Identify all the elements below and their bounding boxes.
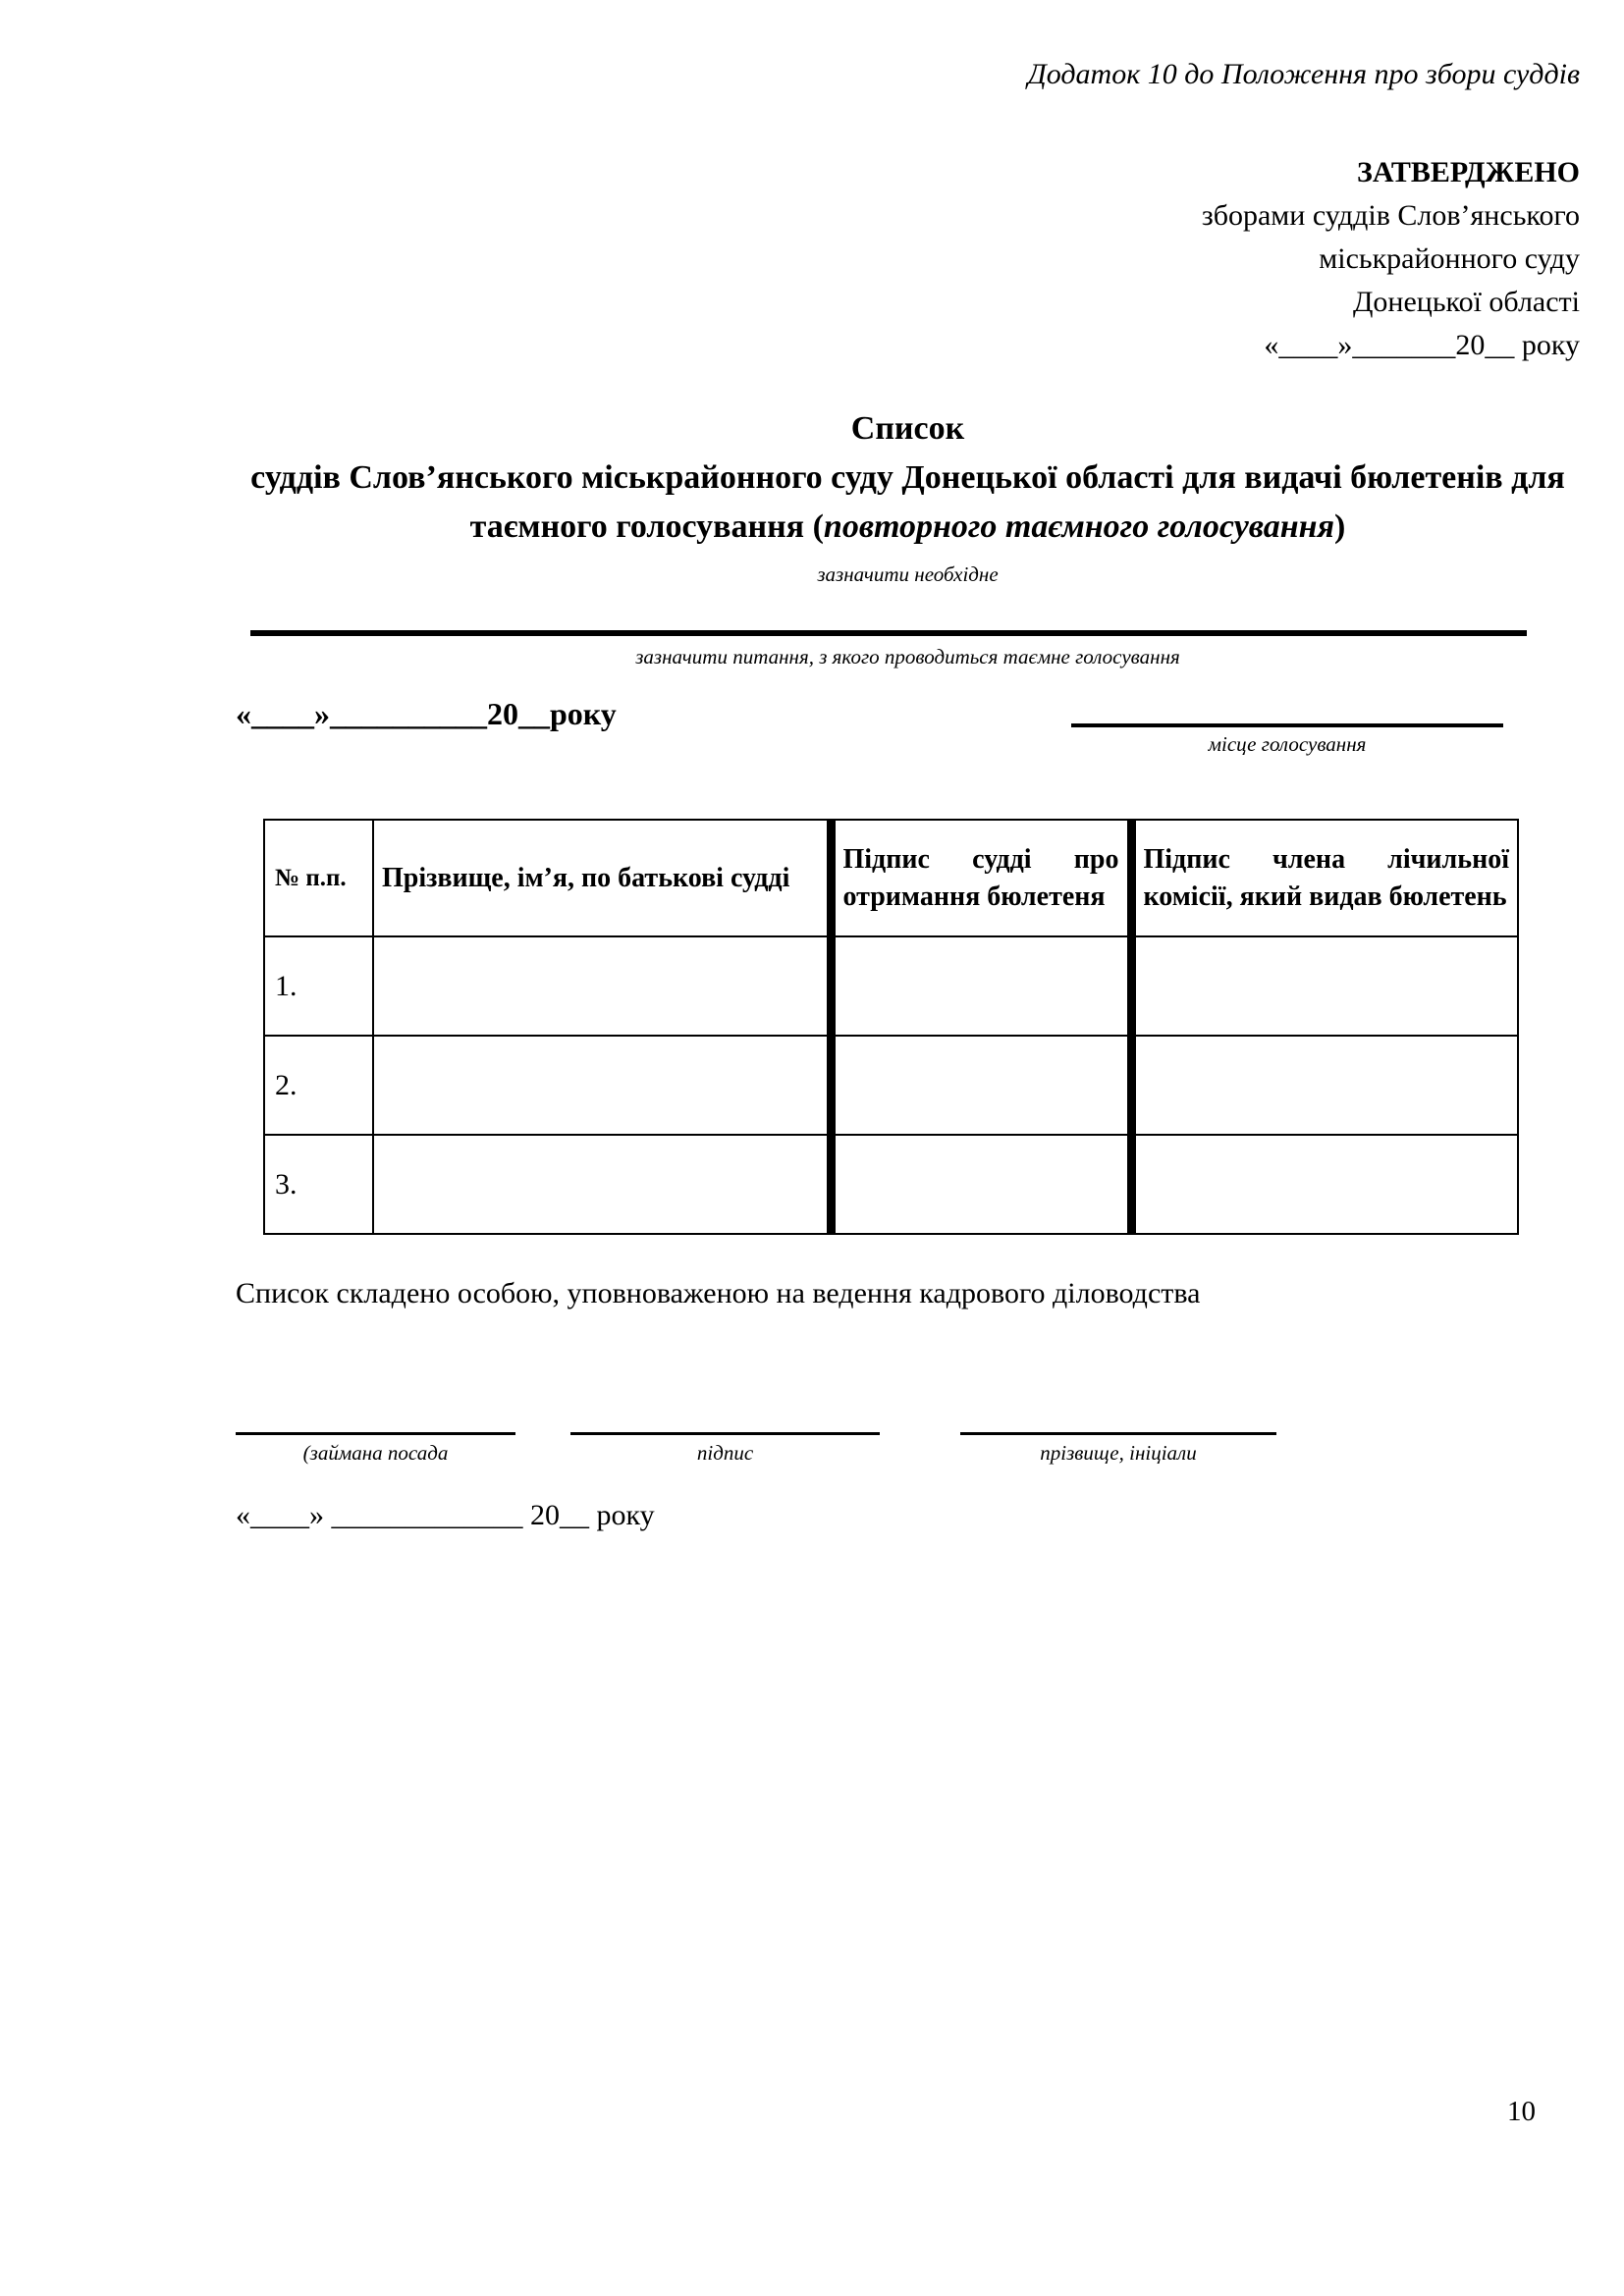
member-signature-cell [1131,1036,1518,1135]
signature-row [236,1424,1580,1466]
approved-title: ЗАТВЕРДЖЕНО [1357,156,1580,188]
document-date-blank: «____» _____________ 20__ року [236,1499,655,1531]
signature-position-blank-line [236,1424,515,1435]
approved-line-2: міськрайонного суду [1319,242,1580,275]
judge-name-cell [373,936,831,1036]
signature-sign-block [570,1424,880,1466]
question-blank-line [250,630,1527,636]
signature-sign-blank-line [570,1424,880,1435]
caption-mark-necessary: зазначити необхідне [817,562,999,586]
header-judge-signature: Підпис судді про отримання бюлетеня [831,820,1131,936]
judge-signature-cell [831,1036,1131,1135]
approved-line-1: зборами суддів Слов’янського [1201,199,1580,232]
voting-place-blank-line [1071,694,1503,727]
table-header-row [264,820,1518,936]
header-number: № п.п. [264,820,373,936]
signature-position-block [236,1424,515,1466]
signature-name-block [960,1424,1276,1466]
member-signature-cell [1131,1135,1518,1234]
date-row [236,694,1580,757]
table-row [264,936,1518,1036]
approved-date-line: «____»_______20__ року [1264,329,1580,361]
judge-signature-cell [831,1135,1131,1234]
voting-place-block [1071,694,1503,757]
signature-name-label: прізвище, ініціали [1040,1441,1197,1465]
judge-name-cell [373,1135,831,1234]
made-by-statement: Список складено особою, уповноваженою на ведення кадрового діловодства [236,1277,1201,1309]
appendix-note: Додаток 10 до Положення про збори суддів [1027,58,1580,90]
table-row [264,1036,1518,1135]
row-number: 1. [264,936,373,1036]
title-body-regular: суддів Слов’янського міськрайонного суду Донецької області для видачі бюлетенів для таємного голосування ( [250,459,1565,545]
row-number: 2. [264,1036,373,1135]
document-title [236,404,1580,552]
document-title-heading: Список [850,410,965,447]
document-title-body [236,454,1580,552]
signature-position-label: (займана посада [302,1441,449,1465]
header-judge-name: Прізвище, ім’я, по батькові судді [373,820,831,936]
approved-line-3: Донецької області [1352,286,1580,318]
title-body-close: ) [1334,508,1346,545]
judge-name-cell [373,1036,831,1135]
member-signature-cell [1131,936,1518,1036]
title-body-italic: повторного таємного голосування [823,508,1335,545]
approved-block [236,151,1580,367]
judge-signature-cell [831,936,1131,1036]
table-row [264,1135,1518,1234]
signature-name-blank-line [960,1424,1276,1435]
header-commission-member-signature: Підпис члена лічильної комісії, який видав бюлетень [1131,820,1518,936]
signature-sign-label: підпис [696,1441,754,1465]
voting-place-caption: місце голосування [1208,732,1367,756]
judges-table [263,819,1519,1235]
row-number: 3. [264,1135,373,1234]
voting-date-blank: «____»__________20__року [236,696,617,731]
page-number: 10 [1507,2096,1536,2127]
caption-question: зазначити питання, з якого проводиться таємне голосування [635,645,1180,668]
